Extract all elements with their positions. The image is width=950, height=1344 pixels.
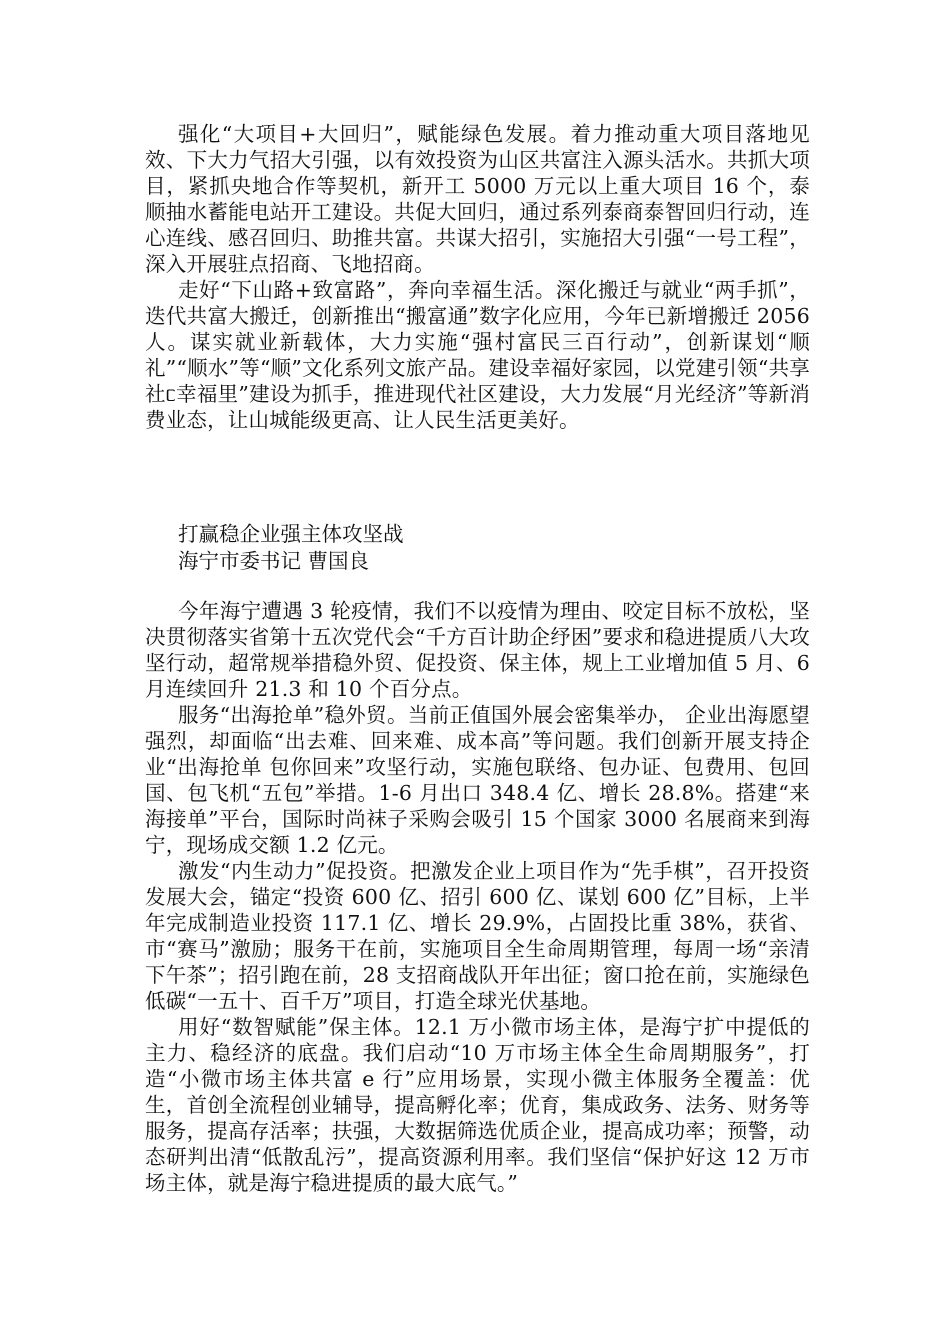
paragraph: 服务“出海抢单”稳外贸。当前正值国外展会密集举办， 企业出海愿望强烈，却面临“出去难、回来难、成本高”等问题。我们创新开展支持企业“出海抢单 包你回来”攻坚行动，实施包联络、包办证、包费用、包回国、包飞机“五包”举措。1-6 月出口 348.4 亿、增长 28.8%。搭建“来海接单”平台，国际时尚袜子采购会吸引 15 个国家 3000 名展商来到海宁，现场成交额 1.2 亿元。 — [145, 703, 810, 857]
section-two-body — [145, 598, 810, 1196]
paragraph: 强化“大项目+大回归”，赋能绿色发展。着力推动重大项目落地见效、下大力气招大引强，以有效投资为山区共富注入源头活水。共抓大项目，紧抓央地合作等契机，新开工 5000 万元以上重大项目 16 个，泰顺抽水蓄能电站开工建设。共促大回归，通过系列泰商泰智回归行动，连心连线、感召回归、助推共富。共谋大招引，实施招大引强“一号工程”，深入开展驻点招商、飞地招商。 — [145, 122, 810, 276]
article-author: 海宁市委书记 曹国良 — [178, 549, 370, 573]
paragraph: 用好“数智赋能”保主体。12.1 万小微市场主体，是海宁扩中提低的主力、稳经济的底盘。我们启动“10 万市场主体全生命周期服务”，打造“小微市场主体共富 e 行”应用场景，实现小微主体服务全覆盖：优生，首创全流程创业辅导，提高孵化率；优育，集成政务、法务、财务等服务，提高存活率；扶强，大数据筛选优质企业，提高成功率；预警，动态研判出清“低散乱污”，提高资源利用率。我们坚信“保护好这 12 万市场主体，就是海宁稳进提质的最大底气。” — [145, 1015, 810, 1195]
article-title: 打赢稳企业强主体攻坚战 — [178, 522, 404, 546]
paragraph: 激发“内生动力”促投资。把激发企业上项目作为“先手棋”，召开投资发展大会，锚定“投资 600 亿、招引 600 亿、谋划 600 亿”目标，上半年完成制造业投资 117.1 亿、增长 29.9%，占固投比重 38%，获省、市“赛马”激励；服务干在前，实施项目全生命周期管理，每周一场“亲清下午茶”；招引跑在前，28 支招商战队开年出征；窗口抢在前，实施绿色低碳“一五十、百千万”项目，打造全球光伏基地。 — [145, 859, 810, 1013]
paragraph: 今年海宁遭遇 3 轮疫情，我们不以疫情为理由、咬定目标不放松，坚决贯彻落实省第十五次党代会“千方百计助企纾困”要求和稳进提质八大攻坚行动，超常规举措稳外贸、促投资、保主体，规上工业增加值 5 月、6 月连续回升 21.3 和 10 个百分点。 — [145, 599, 810, 701]
section-one-body — [145, 121, 810, 433]
article-heading — [178, 521, 678, 575]
paragraph: 走好“下山路+致富路”，奔向幸福生活。深化搬迁与就业“两手抓”，迭代共富大搬迁，创新推出“搬富通”数字化应用，今年已新增搬迁 2056 人。谋实就业新载体，大力实施“强村富民三百行动”，创新谋划“顺礼”“顺水”等“顺”文化系列文旅产品。建设幸福好家园，以党建引领“共享社ᥴ幸福里”建设为抓手，推进现代社区建设，大力发展“月光经济”等新消费业态，让山城能级更高、让人民生活更美好。 — [145, 278, 810, 432]
